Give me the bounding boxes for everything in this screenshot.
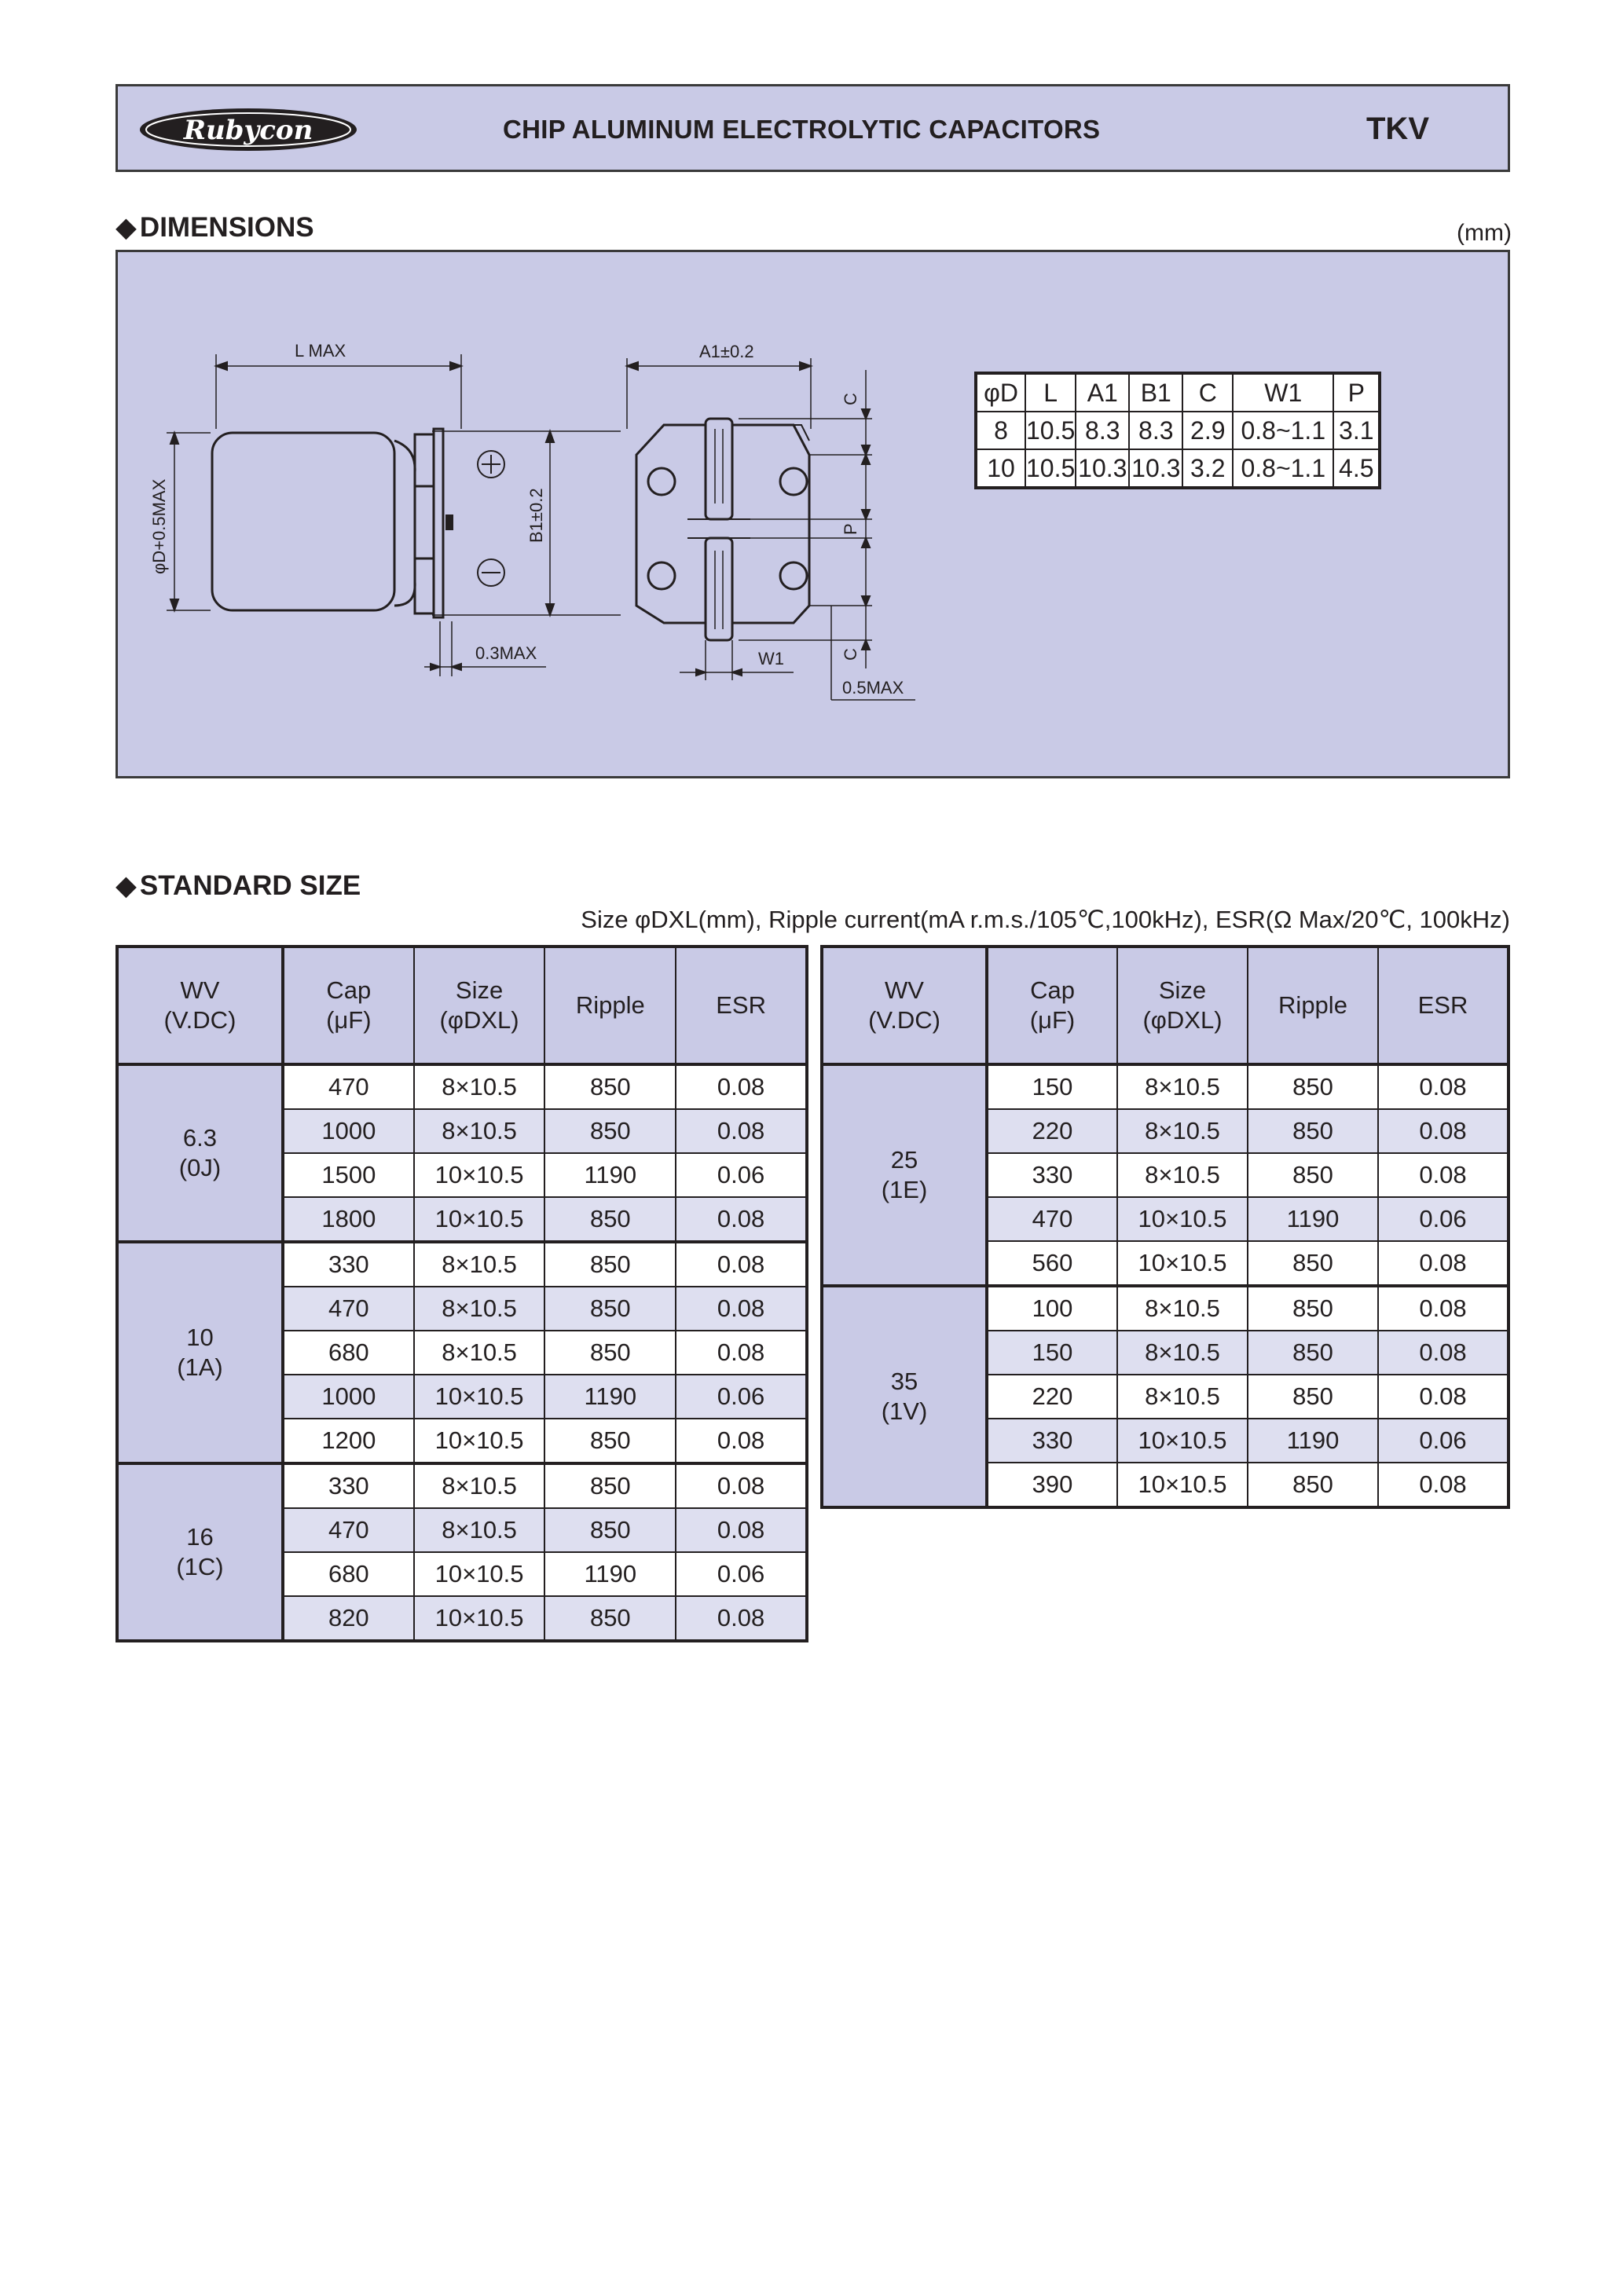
cap-cell: 330 (987, 1153, 1117, 1197)
ripple-cell: 850 (544, 1197, 676, 1242)
dim-header: L (1025, 373, 1076, 412)
size-cell: 10×10.5 (414, 1197, 545, 1242)
size-cell: 8×10.5 (1117, 1286, 1248, 1331)
esr-cell: 0.08 (676, 1197, 807, 1242)
dim-row (976, 412, 1380, 449)
cap-cell: 330 (283, 1242, 414, 1287)
size-cell: 8×10.5 (414, 1242, 545, 1287)
standard-size-caption: Size φDXL(mm), Ripple current(mA r.m.s./105℃,100kHz), ESR(Ω Max/20℃, 100kHz) (581, 906, 1510, 933)
series-code: TKV (1366, 112, 1429, 146)
dim-header: W1 (1233, 373, 1333, 412)
esr-cell: 0.08 (1378, 1109, 1509, 1153)
dim-cell: 10.3 (1129, 449, 1182, 488)
voltage-group (117, 1463, 807, 1641)
size-cell: 10×10.5 (414, 1419, 545, 1463)
esr-cell: 0.08 (1378, 1463, 1509, 1507)
cap-header: Cap (μF) (987, 947, 1117, 1064)
esr-cell: 0.08 (1378, 1375, 1509, 1419)
ripple-cell: 1190 (544, 1153, 676, 1197)
b1-label: B1±0.2 (526, 488, 546, 543)
size-cell: 8×10.5 (414, 1109, 545, 1153)
voltage-group (822, 1064, 1509, 1286)
cap-cell: 470 (987, 1197, 1117, 1241)
dimensions-heading: ◆ DIMENSIONS (115, 212, 314, 243)
dim-cell: 8.3 (1129, 412, 1182, 449)
diamond-bullet-icon: ◆ (115, 870, 137, 901)
cap-cell: 390 (987, 1463, 1117, 1507)
ripple-header: Ripple (1248, 947, 1378, 1064)
esr-cell: 0.08 (676, 1596, 807, 1641)
dim-cell: 8 (976, 412, 1025, 449)
voltage-group (822, 1286, 1509, 1507)
table-row (117, 1242, 807, 1287)
max03-label: 0.3MAX (475, 643, 537, 663)
size-cell: 8×10.5 (414, 1463, 545, 1508)
c-bot-label: C (841, 648, 860, 661)
cap-cell: 560 (987, 1241, 1117, 1286)
dimensions-table (974, 372, 1381, 489)
a1-label: A1±0.2 (699, 342, 754, 361)
wv-cell: 10 (1A) (117, 1242, 283, 1463)
wv-cell: 16 (1C) (117, 1463, 283, 1641)
cap-cell: 470 (283, 1064, 414, 1109)
ripple-cell: 850 (1248, 1375, 1378, 1419)
esr-cell: 0.08 (676, 1287, 807, 1331)
dim-header: A1 (1076, 373, 1129, 412)
ripple-cell: 850 (544, 1508, 676, 1552)
ripple-cell: 1190 (1248, 1419, 1378, 1463)
esr-cell: 0.08 (676, 1242, 807, 1287)
dim-cell: 0.8~1.1 (1233, 412, 1333, 449)
esr-cell: 0.06 (676, 1552, 807, 1596)
ripple-cell: 1190 (544, 1375, 676, 1419)
ripple-header: Ripple (544, 947, 676, 1064)
esr-cell: 0.08 (676, 1064, 807, 1109)
esr-cell: 0.08 (1378, 1331, 1509, 1375)
cap-cell: 1000 (283, 1109, 414, 1153)
size-cell: 8×10.5 (1117, 1109, 1248, 1153)
size-cell: 10×10.5 (414, 1375, 545, 1419)
size-header: Size (φDXL) (1117, 947, 1248, 1064)
table-row (822, 1064, 1509, 1109)
size-cell: 10×10.5 (414, 1153, 545, 1197)
ripple-cell: 850 (544, 1419, 676, 1463)
esr-cell: 0.08 (676, 1331, 807, 1375)
phid-label: φD+0.5MAX (149, 478, 169, 574)
esr-cell: 0.06 (1378, 1197, 1509, 1241)
cap-cell: 220 (987, 1109, 1117, 1153)
p-label: P (841, 523, 860, 535)
ripple-cell: 850 (1248, 1064, 1378, 1109)
dim-header: C (1182, 373, 1233, 412)
size-cell: 8×10.5 (1117, 1375, 1248, 1419)
cap-cell: 150 (987, 1331, 1117, 1375)
table-row (822, 1286, 1509, 1331)
esr-header: ESR (1378, 947, 1509, 1064)
esr-cell: 0.08 (1378, 1286, 1509, 1331)
table-row (117, 1463, 807, 1508)
esr-cell: 0.08 (1378, 1153, 1509, 1197)
dim-cell: 10 (976, 449, 1025, 488)
dim-cell: 4.5 (1333, 449, 1380, 488)
dimensions-unit: (mm) (1457, 220, 1512, 246)
size-header: Size (φDXL) (414, 947, 545, 1064)
ripple-cell: 850 (1248, 1241, 1378, 1286)
ripple-cell: 850 (544, 1287, 676, 1331)
dim-cell: 3.1 (1333, 412, 1380, 449)
standard-size-table-right (820, 945, 1510, 1509)
wv-header: WV (V.DC) (117, 947, 283, 1064)
c-top-label: C (841, 393, 860, 405)
dim-header: φD (976, 373, 1025, 412)
size-cell: 8×10.5 (414, 1508, 545, 1552)
ripple-cell: 850 (544, 1596, 676, 1641)
esr-cell: 0.08 (1378, 1241, 1509, 1286)
esr-header: ESR (676, 947, 807, 1064)
ripple-cell: 850 (544, 1109, 676, 1153)
ripple-cell: 850 (1248, 1331, 1378, 1375)
cap-cell: 1500 (283, 1153, 414, 1197)
size-cell: 8×10.5 (1117, 1064, 1248, 1109)
dim-cell: 0.8~1.1 (1233, 449, 1333, 488)
wv-cell: 25 (1E) (822, 1064, 987, 1286)
size-cell: 8×10.5 (414, 1331, 545, 1375)
page-title: CHIP ALUMINUM ELECTROLYTIC CAPACITORS (503, 115, 1101, 144)
dim-cell: 10.3 (1076, 449, 1129, 488)
size-cell: 8×10.5 (414, 1287, 545, 1331)
dim-header: B1 (1129, 373, 1182, 412)
esr-cell: 0.08 (676, 1508, 807, 1552)
size-cell: 10×10.5 (414, 1596, 545, 1641)
size-cell: 8×10.5 (414, 1064, 545, 1109)
size-cell: 10×10.5 (1117, 1419, 1248, 1463)
esr-cell: 0.06 (676, 1153, 807, 1197)
esr-cell: 0.06 (1378, 1419, 1509, 1463)
dim-cell: 3.2 (1182, 449, 1233, 488)
size-cell: 10×10.5 (1117, 1241, 1248, 1286)
cap-cell: 680 (283, 1331, 414, 1375)
cap-cell: 330 (987, 1419, 1117, 1463)
dim-row (976, 449, 1380, 488)
l-max-label: L MAX (295, 341, 346, 361)
esr-cell: 0.08 (676, 1109, 807, 1153)
size-cell: 8×10.5 (1117, 1153, 1248, 1197)
standard-size-heading: ◆ STANDARD SIZE (115, 870, 361, 901)
table-row (117, 1064, 807, 1109)
dim-header: P (1333, 373, 1380, 412)
diamond-bullet-icon: ◆ (115, 212, 137, 243)
ripple-cell: 850 (1248, 1463, 1378, 1507)
cap-cell: 1000 (283, 1375, 414, 1419)
max05-label: 0.5MAX (842, 678, 904, 698)
size-cell: 10×10.5 (1117, 1197, 1248, 1241)
rubycon-logo (138, 107, 358, 152)
cap-cell: 820 (283, 1596, 414, 1641)
cap-cell: 470 (283, 1287, 414, 1331)
dim-cell: 10.5 (1025, 449, 1076, 488)
wv-cell: 35 (1V) (822, 1286, 987, 1507)
voltage-group (117, 1242, 807, 1463)
wv-header: WV (V.DC) (822, 947, 987, 1064)
dim-cell: 10.5 (1025, 412, 1076, 449)
dim-cell: 2.9 (1182, 412, 1233, 449)
cap-header: Cap (μF) (283, 947, 414, 1064)
ripple-cell: 850 (544, 1331, 676, 1375)
ripple-cell: 850 (1248, 1286, 1378, 1331)
ripple-cell: 850 (544, 1064, 676, 1109)
cap-cell: 1200 (283, 1419, 414, 1463)
voltage-group (117, 1064, 807, 1242)
ripple-cell: 1190 (1248, 1197, 1378, 1241)
esr-cell: 0.08 (1378, 1064, 1509, 1109)
cap-cell: 680 (283, 1552, 414, 1596)
ripple-cell: 850 (1248, 1109, 1378, 1153)
ripple-cell: 1190 (544, 1552, 676, 1596)
esr-cell: 0.08 (676, 1419, 807, 1463)
size-cell: 8×10.5 (1117, 1331, 1248, 1375)
dim-cell: 8.3 (1076, 412, 1129, 449)
w1-label: W1 (758, 649, 784, 668)
esr-cell: 0.06 (676, 1375, 807, 1419)
cap-cell: 1800 (283, 1197, 414, 1242)
cap-cell: 330 (283, 1463, 414, 1508)
ripple-cell: 850 (544, 1242, 676, 1287)
cap-cell: 220 (987, 1375, 1117, 1419)
page-header (115, 84, 1510, 172)
standard-size-table-left (115, 945, 808, 1642)
dimensions-panel (115, 250, 1510, 778)
cap-cell: 470 (283, 1508, 414, 1552)
svg-text:Rubycon: Rubycon (183, 115, 313, 146)
size-cell: 10×10.5 (1117, 1463, 1248, 1507)
wv-cell: 6.3 (0J) (117, 1064, 283, 1242)
ripple-cell: 850 (1248, 1153, 1378, 1197)
dimension-drawing (118, 252, 1509, 777)
ripple-cell: 850 (544, 1463, 676, 1508)
cap-cell: 100 (987, 1286, 1117, 1331)
cap-cell: 150 (987, 1064, 1117, 1109)
esr-cell: 0.08 (676, 1463, 807, 1508)
size-cell: 10×10.5 (414, 1552, 545, 1596)
